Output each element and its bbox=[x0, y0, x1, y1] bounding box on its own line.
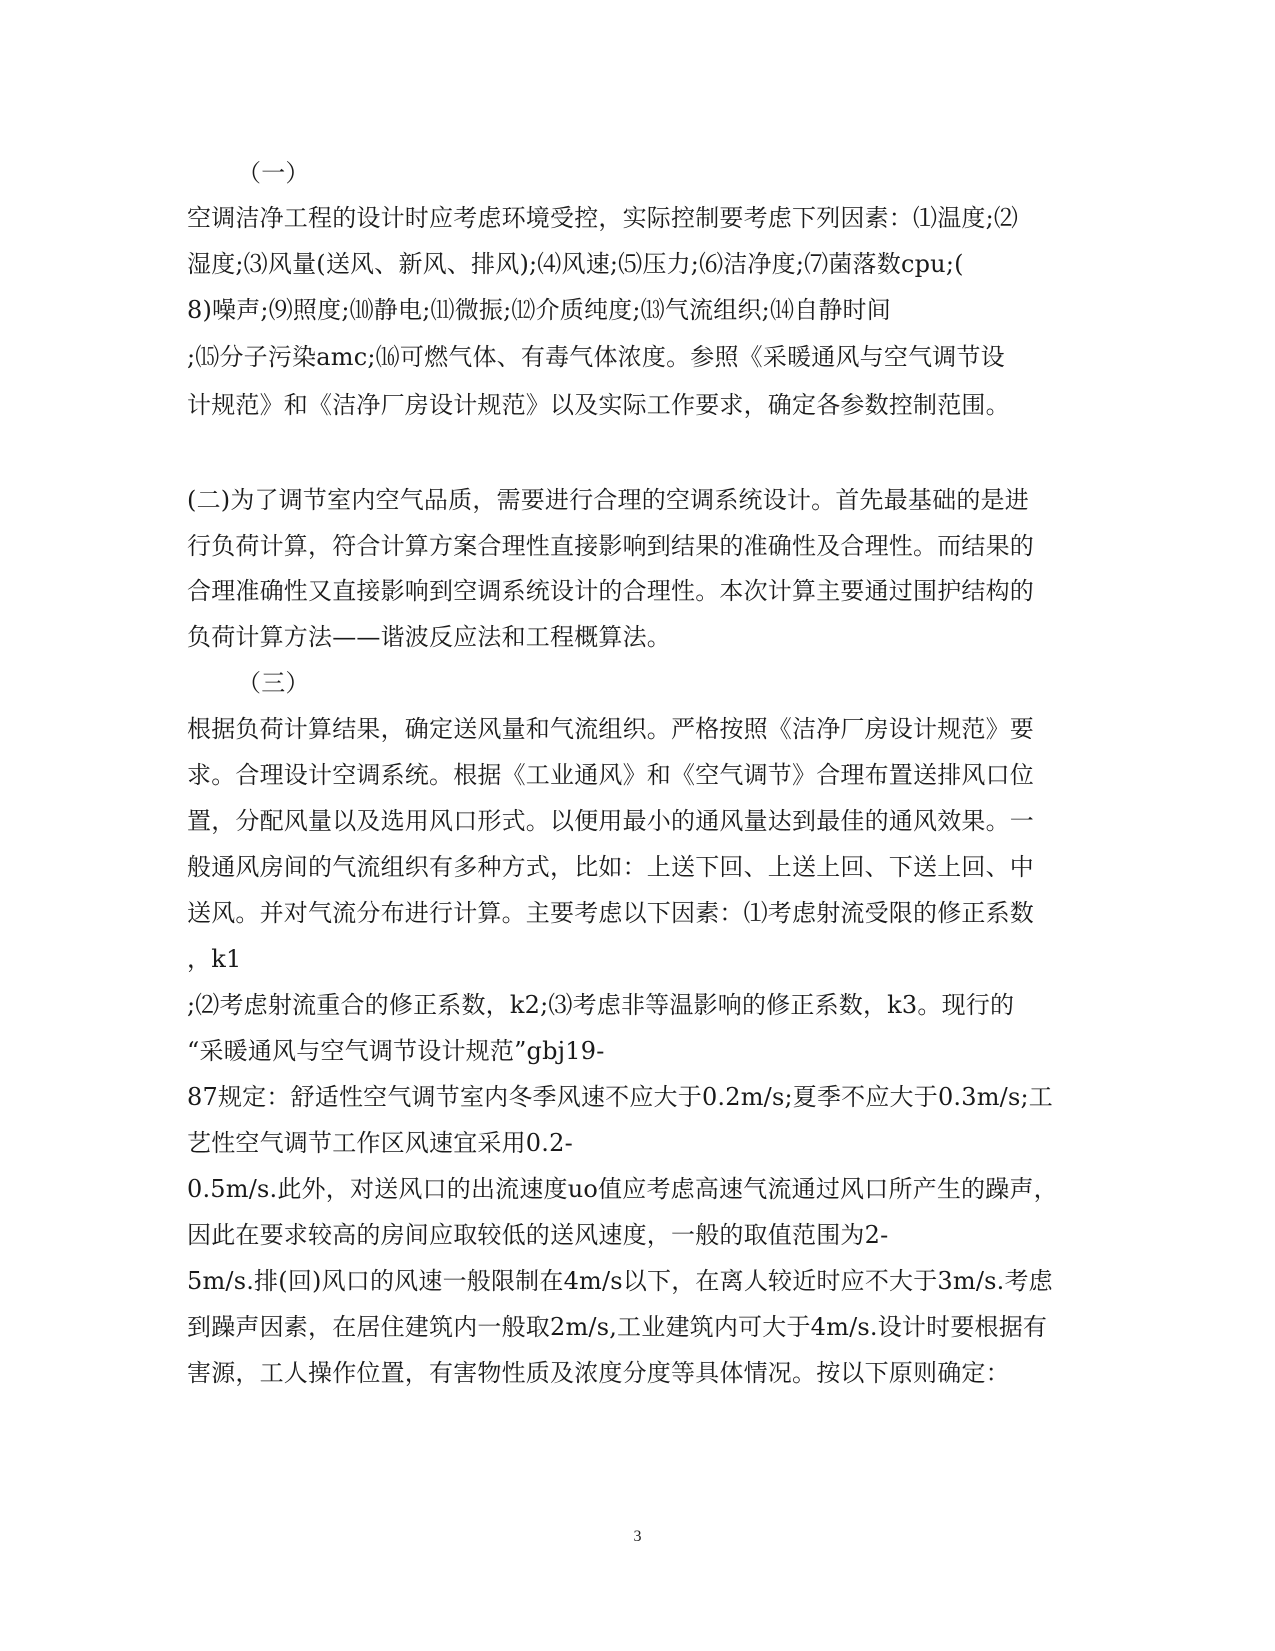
paragraph-line: 送风。并对气流分布进行计算。主要考虑以下因素：⑴考虑射流受限的修正系数 bbox=[187, 899, 1034, 927]
paragraph-line: 合理准确性又直接影响到空调系统设计的合理性。本次计算主要通过围护结构的 bbox=[187, 577, 1034, 605]
paragraph-line: 87规定：舒适性空气调节室内冬季风速不应大于0.2m/s;夏季不应大于0.3m/s;工 bbox=[187, 1083, 1053, 1111]
paragraph-line: “采暖通风与空气调节设计规范”gbj19- bbox=[187, 1037, 605, 1065]
paragraph-line: 5m/s.排(回)风口的风速一般限制在4m/s以下，在离人较近时应不大于3m/s.考虑 bbox=[187, 1267, 1053, 1295]
section-heading-1: （一） bbox=[237, 159, 310, 187]
paragraph-line: (二)为了调节室内空气品质，需要进行合理的空调系统设计。首先最基础的是进 bbox=[187, 486, 1029, 514]
paragraph-line: ，k1 bbox=[187, 945, 242, 973]
paragraph-line: 8)噪声;⑼照度;⑽静电;⑾微振;⑿介质纯度;⒀气流组织;⒁自静时间 bbox=[187, 296, 891, 324]
paragraph-line: 置，分配风量以及选用风口形式。以便用最小的通风量达到最佳的通风效果。一 bbox=[187, 807, 1034, 835]
paragraph-line: 艺性空气调节工作区风速宜采用0.2- bbox=[187, 1129, 573, 1157]
section-heading-3: （三） bbox=[237, 669, 310, 697]
paragraph-line: 行负荷计算，符合计算方案合理性直接影响到结果的准确性及合理性。而结果的 bbox=[187, 532, 1034, 560]
paragraph-line: 计规范》和《洁净厂房设计规范》以及实际工作要求，确定各参数控制范围。 bbox=[187, 391, 1010, 419]
paragraph-line: 到躁声因素，在居住建筑内一般取2m/s,工业建筑内可大于4m/s.设计时要根据有 bbox=[187, 1313, 1048, 1341]
paragraph-line: 0.5m/s.此外，对送风口的出流速度uo值应考虑高速气流通过风口所产生的躁声， bbox=[187, 1175, 1058, 1203]
page-number: 3 bbox=[633, 1528, 642, 1545]
paragraph-line: 害源，工人操作位置，有害物性质及浓度分度等具体情况。按以下原则确定： bbox=[187, 1359, 1010, 1387]
paragraph-line: ;⑵考虑射流重合的修正系数，k2;⑶考虑非等温影响的修正系数，k3。现行的 bbox=[187, 991, 1015, 1019]
paragraph-line: 因此在要求较高的房间应取较低的送风速度，一般的取值范围为2- bbox=[187, 1221, 889, 1249]
paragraph-line: 负荷计算方法——谐波反应法和工程概算法。 bbox=[187, 623, 671, 651]
paragraph-line: 般通风房间的气流组织有多种方式，比如：上送下回、上送上回、下送上回、中 bbox=[187, 853, 1034, 881]
paragraph-line: 求。合理设计空调系统。根据《工业通风》和《空气调节》合理布置送排风口位 bbox=[187, 761, 1034, 789]
paragraph-line: ;⒂分子污染amc;⒃可燃气体、有毒气体浓度。参照《采暖通风与空气调节设 bbox=[187, 343, 1005, 371]
paragraph-line: 根据负荷计算结果，确定送风量和气流组织。严格按照《洁净厂房设计规范》要 bbox=[187, 715, 1034, 743]
paragraph-line: 空调洁净工程的设计时应考虑环境受控，实际控制要考虑下列因素：⑴温度;⑵ bbox=[187, 204, 1019, 232]
paragraph-line: 湿度;⑶风量(送风、新风、排风);⑷风速;⑸压力;⑹洁净度;⑺菌落数cpu;( bbox=[187, 250, 964, 278]
